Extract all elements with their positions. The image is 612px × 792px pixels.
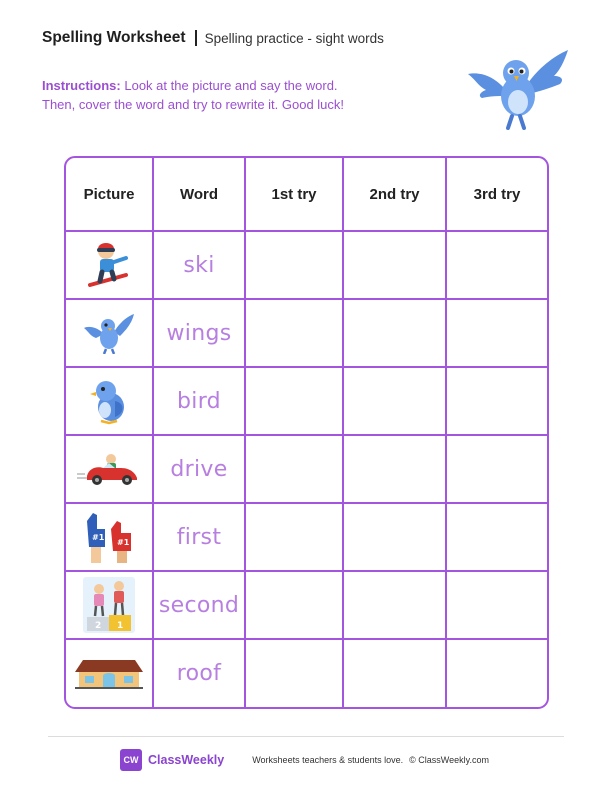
picture-cell (66, 639, 153, 707)
bird-icon (89, 377, 129, 425)
try-2-cell[interactable] (343, 299, 446, 367)
column-header-1st-try: 1st try (245, 158, 343, 231)
footer (120, 749, 489, 771)
instructions-line-2: Then, cover the word and try to rewrite it. Good luck! (42, 97, 345, 112)
instructions-lead: Instructions: (42, 78, 121, 93)
try-1-cell[interactable] (245, 231, 343, 299)
footer-copyright: © ClassWeekly.com (409, 755, 489, 765)
try-3-cell[interactable] (446, 231, 547, 299)
spelling-table (66, 158, 547, 707)
word-cell: drive (153, 435, 245, 503)
house-roof-icon (73, 658, 145, 690)
svg-text:2: 2 (95, 621, 102, 631)
try-2-cell[interactable] (343, 503, 446, 571)
table-row (66, 503, 547, 571)
classweekly-logo-icon: CW (120, 749, 142, 771)
column-header-word: Word (153, 158, 245, 231)
footer-tagline: Worksheets teachers & students love. (252, 755, 404, 765)
picture-cell (66, 435, 153, 503)
picture-cell (66, 367, 153, 435)
try-1-cell[interactable] (245, 435, 343, 503)
word-cell: wings (153, 299, 245, 367)
column-header-2nd-try: 2nd try (343, 158, 446, 231)
try-1-cell[interactable] (245, 299, 343, 367)
try-2-cell[interactable] (343, 639, 446, 707)
try-3-cell[interactable] (446, 639, 547, 707)
title-divider (195, 30, 197, 46)
try-2-cell[interactable] (343, 571, 446, 639)
try-3-cell[interactable] (446, 571, 547, 639)
podium-icon (81, 575, 137, 635)
skier-icon (86, 239, 132, 291)
try-2-cell[interactable] (343, 367, 446, 435)
picture-cell (66, 503, 153, 571)
instructions (42, 76, 422, 114)
instructions-line-1: Look at the picture and say the word. (124, 78, 338, 93)
try-1-cell[interactable] (245, 639, 343, 707)
column-header-picture: Picture (66, 158, 153, 231)
try-2-cell[interactable] (343, 231, 446, 299)
blue-bird-illustration (466, 46, 570, 130)
table-header-row (66, 158, 547, 231)
table-row (66, 435, 547, 503)
word-cell: second (153, 571, 245, 639)
try-3-cell[interactable] (446, 503, 547, 571)
svg-text:#1: #1 (117, 538, 130, 547)
footer-divider (48, 736, 564, 737)
table-row (66, 299, 547, 367)
table-row (66, 231, 547, 299)
table-row (66, 367, 547, 435)
worksheet-header (42, 28, 384, 48)
word-cell: ski (153, 231, 245, 299)
page-subtitle: Spelling practice - sight words (204, 30, 384, 46)
try-3-cell[interactable] (446, 299, 547, 367)
flying-bird-icon (84, 312, 134, 354)
try-1-cell[interactable] (245, 503, 343, 571)
try-1-cell[interactable] (245, 367, 343, 435)
picture-cell (66, 231, 153, 299)
page-title: Spelling Worksheet (42, 29, 186, 46)
word-cell: first (153, 503, 245, 571)
try-3-cell[interactable] (446, 367, 547, 435)
car-driver-icon (77, 452, 141, 486)
try-3-cell[interactable] (446, 435, 547, 503)
picture-cell (66, 299, 153, 367)
word-cell: roof (153, 639, 245, 707)
svg-text:1: 1 (117, 621, 124, 631)
foam-finger-icon (81, 509, 137, 565)
try-2-cell[interactable] (343, 435, 446, 503)
column-header-3rd-try: 3rd try (446, 158, 547, 231)
svg-text:#1: #1 (92, 533, 105, 542)
table-row (66, 639, 547, 707)
table-row (66, 571, 547, 639)
word-cell: bird (153, 367, 245, 435)
picture-cell (66, 571, 153, 639)
spelling-table-frame (64, 156, 549, 709)
footer-brand: ClassWeekly (148, 753, 225, 767)
try-1-cell[interactable] (245, 571, 343, 639)
